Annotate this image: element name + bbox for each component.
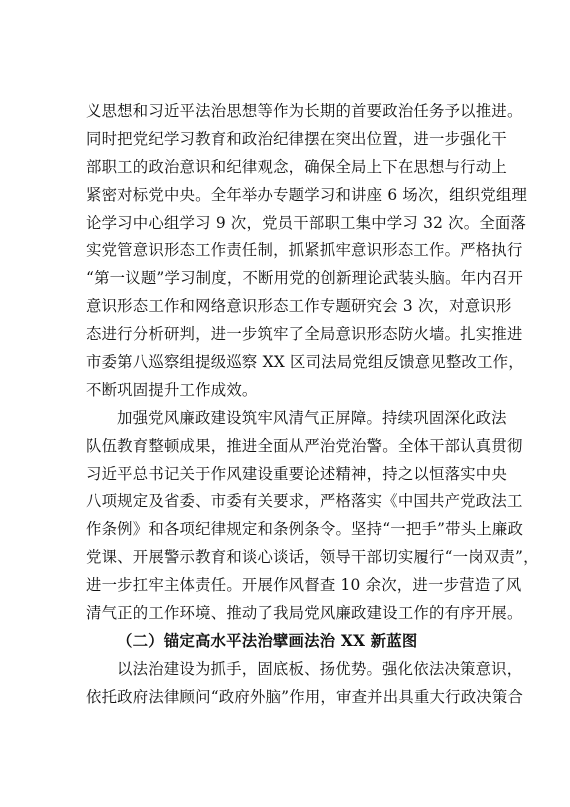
text-line: 清气正的工作环境、推动了我局党风廉政建设工作的有序开展。: [86, 604, 523, 623]
text-line: “第一议题”学习制度，不断用党的创新理论武装头脑。年内召开: [86, 269, 524, 288]
text-line: 同时把党纪学习教育和政治纪律摆在突出位置，进一步强化干: [86, 129, 507, 148]
section-heading: [86, 628, 492, 656]
text-line: 紧密对标党中央。全年举办专题学习和讲座 6 场次，组织党组理: [86, 185, 528, 204]
text-line: 党课、开展警示教育和谈心谈话，领导干部切实履行“一岗双责”，: [86, 548, 539, 567]
paragraph-rule-of-law: [86, 656, 524, 712]
text-line: 义思想和习近平法治思想等作为长期的首要政治任务予以推进。: [86, 102, 523, 120]
paragraph-ideology-study: [86, 98, 528, 405]
text-line: 市委第八巡察组提级巡察 XX 区司法局党组反馈意见整改工作，: [86, 353, 524, 372]
heading-text: （二）锚定高水平法治擘画法治 XX 新蓝图: [117, 631, 418, 650]
text-line: 论学习中心组学习 9 次，党员干部职工集中学习 32 次。全面落: [86, 213, 527, 232]
text-line: 意识形态工作和网络意识形态工作专题研究会 3 次，对意识形: [86, 297, 512, 316]
text-line: 加强党风廉政建设筑牢风清气正屏障。持续巩固深化政法: [117, 408, 507, 427]
text-line: 以法治建设为抓手，固底板、扬优势。强化依法决策意识，: [117, 659, 523, 678]
text-line: 部职工的政治意识和纪律观念，确保全局上下在思想与行动上: [86, 157, 507, 176]
document-body: [86, 98, 539, 712]
paragraph-party-conduct: [86, 405, 539, 628]
text-line: 进一步扛牢主体责任。开展作风督查 10 余次，进一步营造了风: [86, 576, 522, 595]
text-line: 态进行分析研判，进一步筑牢了全局意识形态防火墙。扎实推进: [86, 325, 523, 344]
text-line: 队伍教育整顿成果，推进全面从严治党治警。全体干部认真贯彻: [86, 436, 523, 455]
text-line: 习近平总书记关于作风建设重要论述精神，持之以恒落实中央: [86, 464, 507, 483]
text-line: 不断巩固提升工作成效。: [86, 380, 258, 399]
text-line: 八项规定及省委、市委有关要求，严格落实《中国共产党政法工: [86, 492, 523, 511]
text-line: 依托政府法律顾问“政府外脑”作用，审查并出具重大行政决策合: [86, 687, 524, 706]
text-line: 实党管意识形态工作责任制，抓紧抓牢意识形态工作。严格执行: [86, 241, 523, 260]
text-line: 作条例》和各项纪律规定和条例条令。坚持“一把手”带头上廉政: [86, 520, 524, 539]
